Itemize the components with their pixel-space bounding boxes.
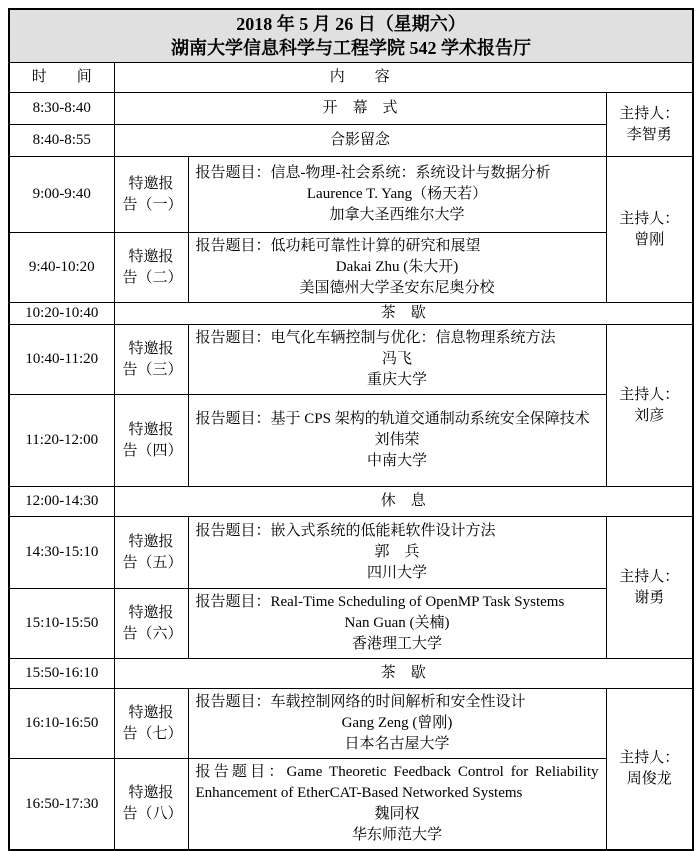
talk-affiliation: 美国德州大学圣安东尼奥分校 <box>299 280 495 296</box>
table-row <box>9 487 693 517</box>
time-cell: 10:20-10:40 <box>9 303 114 325</box>
page-title-date: 2018 年 5 月 26 日（星期六） <box>236 14 466 34</box>
table-row <box>9 125 693 157</box>
table-row <box>9 157 693 233</box>
talk-title: 报告题目：嵌入式系统的低能耗软件设计方法 <box>195 523 496 539</box>
talk-title: 报告题目：基于 CPS 架构的轨道交通制动系统安全保障技术 <box>195 411 590 427</box>
table-row <box>9 395 693 487</box>
host-name: 周俊龙 <box>626 771 672 787</box>
time-cell: 16:50-17:30 <box>9 759 114 851</box>
host-cell <box>606 517 693 659</box>
time-cell: 9:00-9:40 <box>9 157 114 233</box>
host-cell <box>606 325 693 487</box>
talk-speaker: 冯飞 <box>381 351 412 367</box>
talk-title: 报告题目：车载控制网络的时间解析和安全性设计 <box>195 694 526 710</box>
session-label: 特邀报告（七） <box>114 689 188 759</box>
talk-title: 报告题目：Game Theoretic Feedback Control for Reliability Enhancement of EtherCAT-Based Networked Systems <box>195 764 599 801</box>
talk-title: 报告题目：低功耗可靠性计算的研究和展望 <box>195 238 481 254</box>
talk-title: 报告题目：电气化车辆控制与优化：信息物理系统方法 <box>195 330 556 346</box>
time-cell: 10:40-11:20 <box>9 325 114 395</box>
table-row <box>9 517 693 589</box>
table-row <box>9 325 693 395</box>
header-content: 内 容 <box>114 63 693 93</box>
talk-cell <box>188 759 606 851</box>
host-label: 主持人： <box>619 386 680 403</box>
talk-affiliation: 四川大学 <box>366 565 427 581</box>
talk-cell <box>188 517 606 589</box>
talk-title: 报告题目：Real-Time Scheduling of OpenMP Task Systems <box>195 594 565 610</box>
talk-affiliation: 华东师范大学 <box>351 827 442 843</box>
table-row <box>9 589 693 659</box>
talk-affiliation: 重庆大学 <box>366 372 427 388</box>
talk-speaker: Nan Guan (关楠) <box>344 615 450 631</box>
talk-affiliation: 日本名古屋大学 <box>344 736 450 752</box>
time-cell: 15:50-16:10 <box>9 659 114 689</box>
table-row <box>9 759 693 851</box>
host-label: 主持人： <box>619 210 680 227</box>
event-label: 茶 歇 <box>114 303 693 325</box>
talk-cell <box>188 689 606 759</box>
session-label: 特邀报告（一） <box>114 157 188 233</box>
header-time: 时 间 <box>9 63 114 93</box>
table-row <box>9 233 693 303</box>
host-cell <box>606 689 693 851</box>
talk-cell <box>188 157 606 233</box>
host-cell <box>606 157 693 303</box>
talk-speaker: Laurence T. Yang（杨天若） <box>306 186 488 202</box>
time-cell: 11:20-12:00 <box>9 395 114 487</box>
event-label: 合影留念 <box>114 125 606 157</box>
host-cell <box>606 93 693 157</box>
time-cell: 12:00-14:30 <box>9 487 114 517</box>
talk-cell <box>188 395 606 487</box>
talk-speaker: 魏同权 <box>374 806 420 822</box>
table-row <box>9 689 693 759</box>
talk-affiliation: 加拿大圣西维尔大学 <box>329 207 465 223</box>
session-label: 特邀报告（三） <box>114 325 188 395</box>
talk-cell <box>188 325 606 395</box>
session-label: 特邀报告（四） <box>114 395 188 487</box>
host-name: 谢勇 <box>634 589 665 606</box>
time-cell: 8:30-8:40 <box>9 93 114 125</box>
time-cell: 9:40-10:20 <box>9 233 114 303</box>
event-label: 茶 歇 <box>114 659 693 689</box>
title-row <box>9 9 693 63</box>
time-cell: 15:10-15:50 <box>9 589 114 659</box>
session-label: 特邀报告（六） <box>114 589 188 659</box>
host-label: 主持人： <box>619 105 680 122</box>
host-name: 刘彦 <box>634 407 665 424</box>
talk-affiliation: 中南大学 <box>366 453 427 469</box>
host-name: 曾刚 <box>634 231 665 248</box>
talk-cell <box>188 589 606 659</box>
talk-speaker: 刘伟荣 <box>374 432 420 448</box>
time-cell: 16:10-16:50 <box>9 689 114 759</box>
host-label: 主持人： <box>619 568 680 585</box>
talk-cell <box>188 233 606 303</box>
session-label: 特邀报告（二） <box>114 233 188 303</box>
host-label: 主持人： <box>619 750 680 766</box>
host-name: 李智勇 <box>626 126 672 143</box>
talk-speaker: Dakai Zhu (朱大开) <box>335 259 459 275</box>
talk-affiliation: 香港理工大学 <box>351 636 442 652</box>
schedule-table <box>8 8 694 851</box>
session-label: 特邀报告（八） <box>114 759 188 851</box>
table-row <box>9 303 693 325</box>
time-cell: 14:30-15:10 <box>9 517 114 589</box>
talk-speaker: Gang Zeng (曾刚) <box>341 715 453 731</box>
event-label: 开 幕 式 <box>114 93 606 125</box>
page-title-venue: 湖南大学信息科学与工程学院 542 学术报告厅 <box>171 38 531 58</box>
session-label: 特邀报告（五） <box>114 517 188 589</box>
event-label: 休 息 <box>114 487 693 517</box>
talk-title: 报告题目：信息-物理-社会系统：系统设计与数据分析 <box>195 165 551 181</box>
table-row <box>9 659 693 689</box>
table-row <box>9 93 693 125</box>
page-title <box>9 9 693 63</box>
header-row <box>9 63 693 93</box>
time-cell: 8:40-8:55 <box>9 125 114 157</box>
talk-speaker: 郭 兵 <box>374 544 420 560</box>
